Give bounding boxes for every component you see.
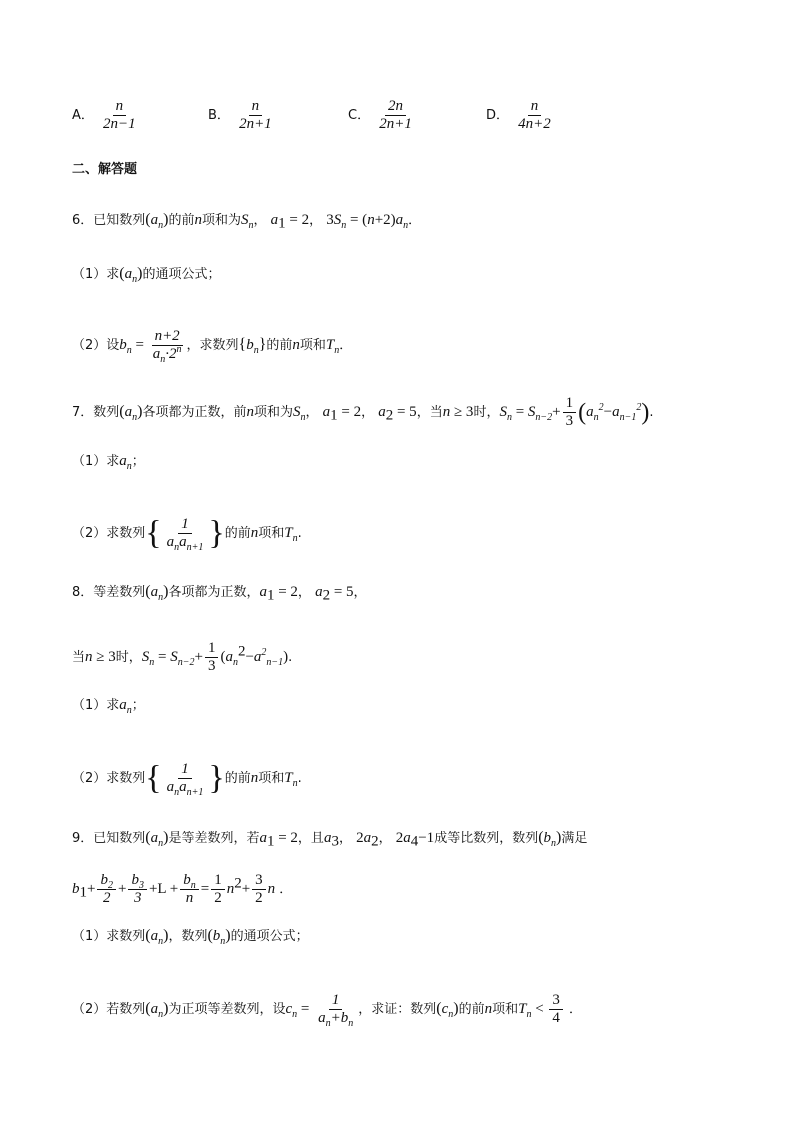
option-c-label: C． — [348, 108, 371, 123]
q6-part2: （2）设$b_n$ = $\frac{n+2}{a_n\cdot 2^n}$ ，求数列$\{b_n\}$的前n项和$T_n$． — [72, 328, 353, 365]
option-d[interactable] — [486, 98, 556, 133]
q7-recip-fraction: 1 $a_na_{n+1}$ — [166, 516, 204, 553]
q8-recip-fraction: 1 $a_na_{n+1}$ — [166, 761, 204, 798]
option-d-fraction: $\frac{n}{4n+2}$ — [518, 98, 551, 132]
option-b-fraction: $\frac{n}{2n+1}$ — [239, 98, 272, 132]
q9-stem: 9．已知数列$(a_n)$是等差数列，若$a_1 = 2$，且$a_3$， $2a_2$， $2a_4-1$成等比数列，数列$(b_n)$满足 — [72, 829, 588, 850]
option-a-label: A． — [72, 108, 94, 123]
q8-one-third: $\frac{1}{3}$ — [205, 640, 219, 675]
q9-cn-fraction: $\frac{1}{a_n+b_n}$ — [318, 992, 354, 1029]
q9-sum-condition: $b_1+$ $\frac{b_2}{2}$ + $\frac{b_3}{3}$ +L + $\frac{b_n}{n}$ = $\frac{1}{2}$ $n^2+$ $\frac{3}{2}$ n ． — [72, 872, 293, 906]
option-c[interactable] — [348, 98, 417, 133]
q8-part1: （1）求$a_n$； — [72, 697, 145, 716]
q9-part1: （1）求数列$(a_n)$，数列$(b_n)$的通项公式； — [72, 927, 309, 947]
q8-part2: （2）求数列{ 1 $a_na_{n+1}$ }的前n项和$T_n$. — [72, 759, 302, 798]
option-a-fraction: $\frac{n}{2n-1}$ — [103, 98, 136, 132]
q6-bn-fraction: $\frac{n+2}{a_n\cdot 2^n}$ — [152, 328, 182, 365]
option-b[interactable] — [208, 98, 277, 133]
q8-condition: 当n ≥ 3时，$S_n = S_{n-2}+$ $\frac{1}{3}$ $(a_n^2-a^2_{n-1})$. — [72, 640, 293, 674]
q7-one-third: $\frac{1}{3}$ — [563, 395, 577, 430]
option-b-label: B． — [208, 108, 230, 123]
q8-stem: 8．等差数列$(a_n)$各项都为正数，$a_1 = 2$， $a_2 = 5$， — [72, 583, 367, 604]
q7-part2: （2）求数列{ 1 $a_na_{n+1}$ }的前n项和$T_n$. — [72, 514, 302, 553]
option-a[interactable] — [72, 98, 141, 133]
q6-stem: 6．已知数列$(a_n)$的前n项和为$S_n$， $a_1 = 2$， $3S_n = (n+2)a_n$． — [72, 211, 422, 232]
section-title: 二、解答题 — [72, 162, 138, 177]
q7-stem: 7．数列$(a_n)$各项都为正数，前n项和为$S_n$， $a_1 = 2$， $a_2 = 5$，当n ≥ 3时，$S_n = S_{n-2}+$ $\frac{1}{3}$ $(a_n^2-a_{n-1}^2)$. — [72, 395, 654, 429]
q6-part1: （1）求$(a_n)$的通项公式； — [72, 265, 221, 285]
q7-part1: （1）求$a_n$； — [72, 453, 145, 472]
q9-part2: （2）若数列$(a_n)$为正项等差数列，设$c_n$ = $\frac{1}{a_n+b_n}$ ，求证：数列$(c_n)$的前n项和$T_n$ < $\frac{3}{4}$ ． — [72, 992, 583, 1029]
option-d-label: D． — [486, 108, 510, 123]
option-c-fraction: $\frac{2n}{2n+1}$ — [379, 98, 412, 132]
